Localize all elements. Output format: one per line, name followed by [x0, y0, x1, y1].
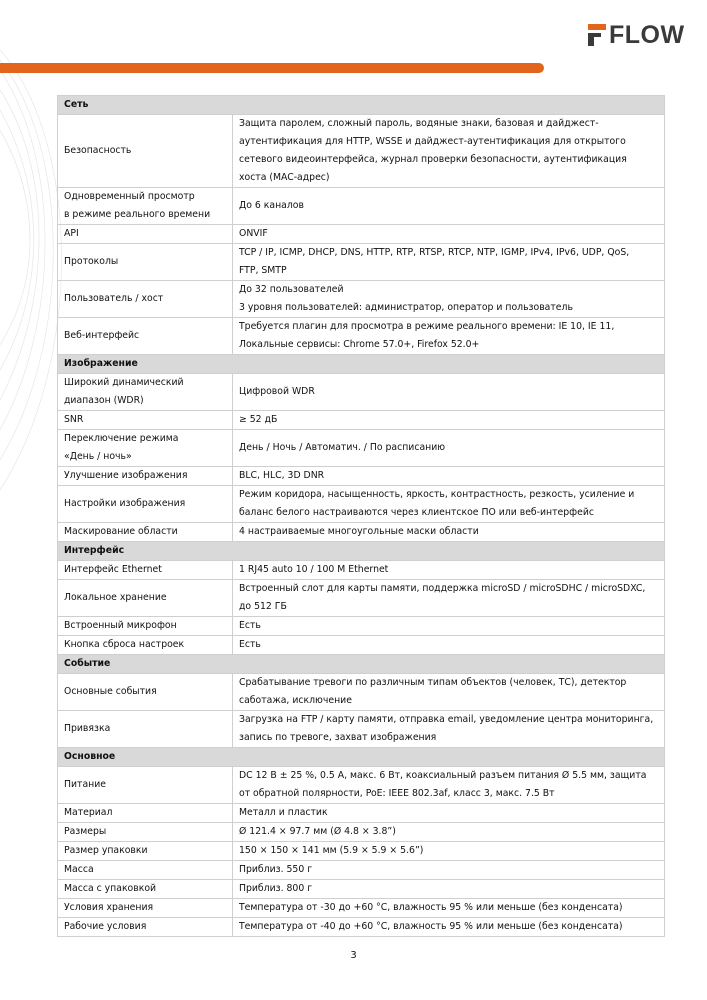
spec-row: [58, 281, 665, 318]
spec-value: Есть: [233, 636, 665, 655]
spec-row: [58, 823, 665, 842]
spec-row: [58, 880, 665, 899]
spec-label: Питание: [58, 767, 233, 804]
spec-value: Срабатывание тревоги по различным типам объектов (человек, ТС), детектор саботажа, исключение: [233, 674, 665, 711]
spec-value: TCP / IP, ICMP, DHCP, DNS, HTTP, RTP, RTSP, RTCP, NTP, IGMP, IPv4, IPv6, UDP, QoS, FTP, SMTP: [233, 244, 665, 281]
spec-value: Металл и пластик: [233, 804, 665, 823]
spec-row: [58, 711, 665, 748]
spec-label: Настройки изображения: [58, 486, 233, 523]
spec-value: 4 настраиваемые многоугольные маски области: [233, 523, 665, 542]
spec-label: Переключение режима «День / ночь»: [58, 430, 233, 467]
spec-label: Интерфейс Ethernet: [58, 561, 233, 580]
spec-label: Кнопка сброса настроек: [58, 636, 233, 655]
spec-row: [58, 636, 665, 655]
section-title: Основное: [58, 748, 665, 767]
spec-row: [58, 188, 665, 225]
spec-row: [58, 115, 665, 188]
spec-row: [58, 244, 665, 281]
spec-value: BLC, HLC, 3D DNR: [233, 467, 665, 486]
spec-row: [58, 486, 665, 523]
flow-logo-icon: [588, 24, 606, 46]
spec-label: Одновременный просмотр в режиме реального времени: [58, 188, 233, 225]
spec-value: ≥ 52 дБ: [233, 411, 665, 430]
spec-label: Широкий динамический диапазон (WDR): [58, 374, 233, 411]
spec-label: API: [58, 225, 233, 244]
spec-label: Рабочие условия: [58, 918, 233, 937]
spec-value: Температура от -40 до +60 °C, влажность 95 % или меньше (без конденсата): [233, 918, 665, 937]
flow-logo: [588, 21, 685, 49]
spec-row: [58, 411, 665, 430]
spec-value: Ø 121.4 × 97.7 мм (Ø 4.8 × 3.8”): [233, 823, 665, 842]
section-header-row: [58, 355, 665, 374]
spec-value: ONVIF: [233, 225, 665, 244]
spec-row: [58, 580, 665, 617]
header-accent-bar: [0, 63, 544, 73]
spec-value: DC 12 В ± 25 %, 0.5 А, макс. 6 Вт, коаксиальный разъем питания Ø 5.5 мм, защита от обратной полярности, PoE: IEEE 802.3af, класс 3, макс. 7.5 Вт: [233, 767, 665, 804]
spec-row: [58, 617, 665, 636]
spec-label: Размеры: [58, 823, 233, 842]
spec-label: Условия хранения: [58, 899, 233, 918]
spec-value: Есть: [233, 617, 665, 636]
spec-row: [58, 861, 665, 880]
section-header-row: [58, 655, 665, 674]
specifications-table: [57, 95, 665, 937]
spec-value: Цифровой WDR: [233, 374, 665, 411]
section-header-row: [58, 542, 665, 561]
spec-label: Улучшение изображения: [58, 467, 233, 486]
spec-row: [58, 674, 665, 711]
spec-value: Режим коридора, насыщенность, яркость, контрастность, резкость, усиление и баланс белого настраиваются через клиентское ПО или веб-интерфейс: [233, 486, 665, 523]
spec-label: Основные события: [58, 674, 233, 711]
section-title: Сеть: [58, 96, 665, 115]
spec-label: Пользователь / хост: [58, 281, 233, 318]
spec-row: [58, 523, 665, 542]
section-title: Интерфейс: [58, 542, 665, 561]
spec-label: Масса с упаковкой: [58, 880, 233, 899]
spec-row: [58, 804, 665, 823]
spec-row: [58, 918, 665, 937]
spec-label: Привязка: [58, 711, 233, 748]
spec-value: День / Ночь / Автоматич. / По расписанию: [233, 430, 665, 467]
spec-row: [58, 561, 665, 580]
spec-value: 150 × 150 × 141 мм (5.9 × 5.9 × 5.6”): [233, 842, 665, 861]
spec-row: [58, 318, 665, 355]
spec-label: SNR: [58, 411, 233, 430]
flow-logo-text: FLOW: [609, 21, 685, 49]
spec-value: Приблиз. 800 г: [233, 880, 665, 899]
spec-row: [58, 842, 665, 861]
spec-label: Встроенный микрофон: [58, 617, 233, 636]
spec-value: Защита паролем, сложный пароль, водяные знаки, базовая и дайджест- аутентификация для HTTP, WSSE и дайджест-аутентификация для открытого сетевого видеоинтерфейса, журнал проверки безопасности, аутентификация хоста (MAC-адрес): [233, 115, 665, 188]
spec-label: Масса: [58, 861, 233, 880]
section-title: Событие: [58, 655, 665, 674]
spec-label: Протоколы: [58, 244, 233, 281]
spec-row: [58, 899, 665, 918]
spec-value: Температура от -30 до +60 °C, влажность 95 % или меньше (без конденсата): [233, 899, 665, 918]
spec-label: Безопасность: [58, 115, 233, 188]
spec-label: Маскирование области: [58, 523, 233, 542]
section-header-row: [58, 96, 665, 115]
spec-label: Локальное хранение: [58, 580, 233, 617]
spec-row: [58, 374, 665, 411]
spec-value: До 32 пользователей 3 уровня пользователей: администратор, оператор и пользователь: [233, 281, 665, 318]
spec-value: До 6 каналов: [233, 188, 665, 225]
spec-row: [58, 767, 665, 804]
spec-value: 1 RJ45 auto 10 / 100 M Ethernet: [233, 561, 665, 580]
spec-value: Встроенный слот для карты памяти, поддержка microSD / microSDHC / microSDXC, до 512 ГБ: [233, 580, 665, 617]
spec-label: Размер упаковки: [58, 842, 233, 861]
section-title: Изображение: [58, 355, 665, 374]
spec-row: [58, 467, 665, 486]
spec-label: Материал: [58, 804, 233, 823]
spec-value: Загрузка на FTP / карту памяти, отправка email, уведомление центра мониторинга, запись по тревоге, захват изображения: [233, 711, 665, 748]
spec-label: Веб-интерфейс: [58, 318, 233, 355]
page-number: 3: [350, 950, 357, 961]
spec-value: Требуется плагин для просмотра в режиме реального времени: IE 10, IE 11, Локальные сервисы: Chrome 57.0+, Firefox 52.0+: [233, 318, 665, 355]
spec-value: Приблиз. 550 г: [233, 861, 665, 880]
spec-row: [58, 430, 665, 467]
section-header-row: [58, 748, 665, 767]
spec-row: [58, 225, 665, 244]
